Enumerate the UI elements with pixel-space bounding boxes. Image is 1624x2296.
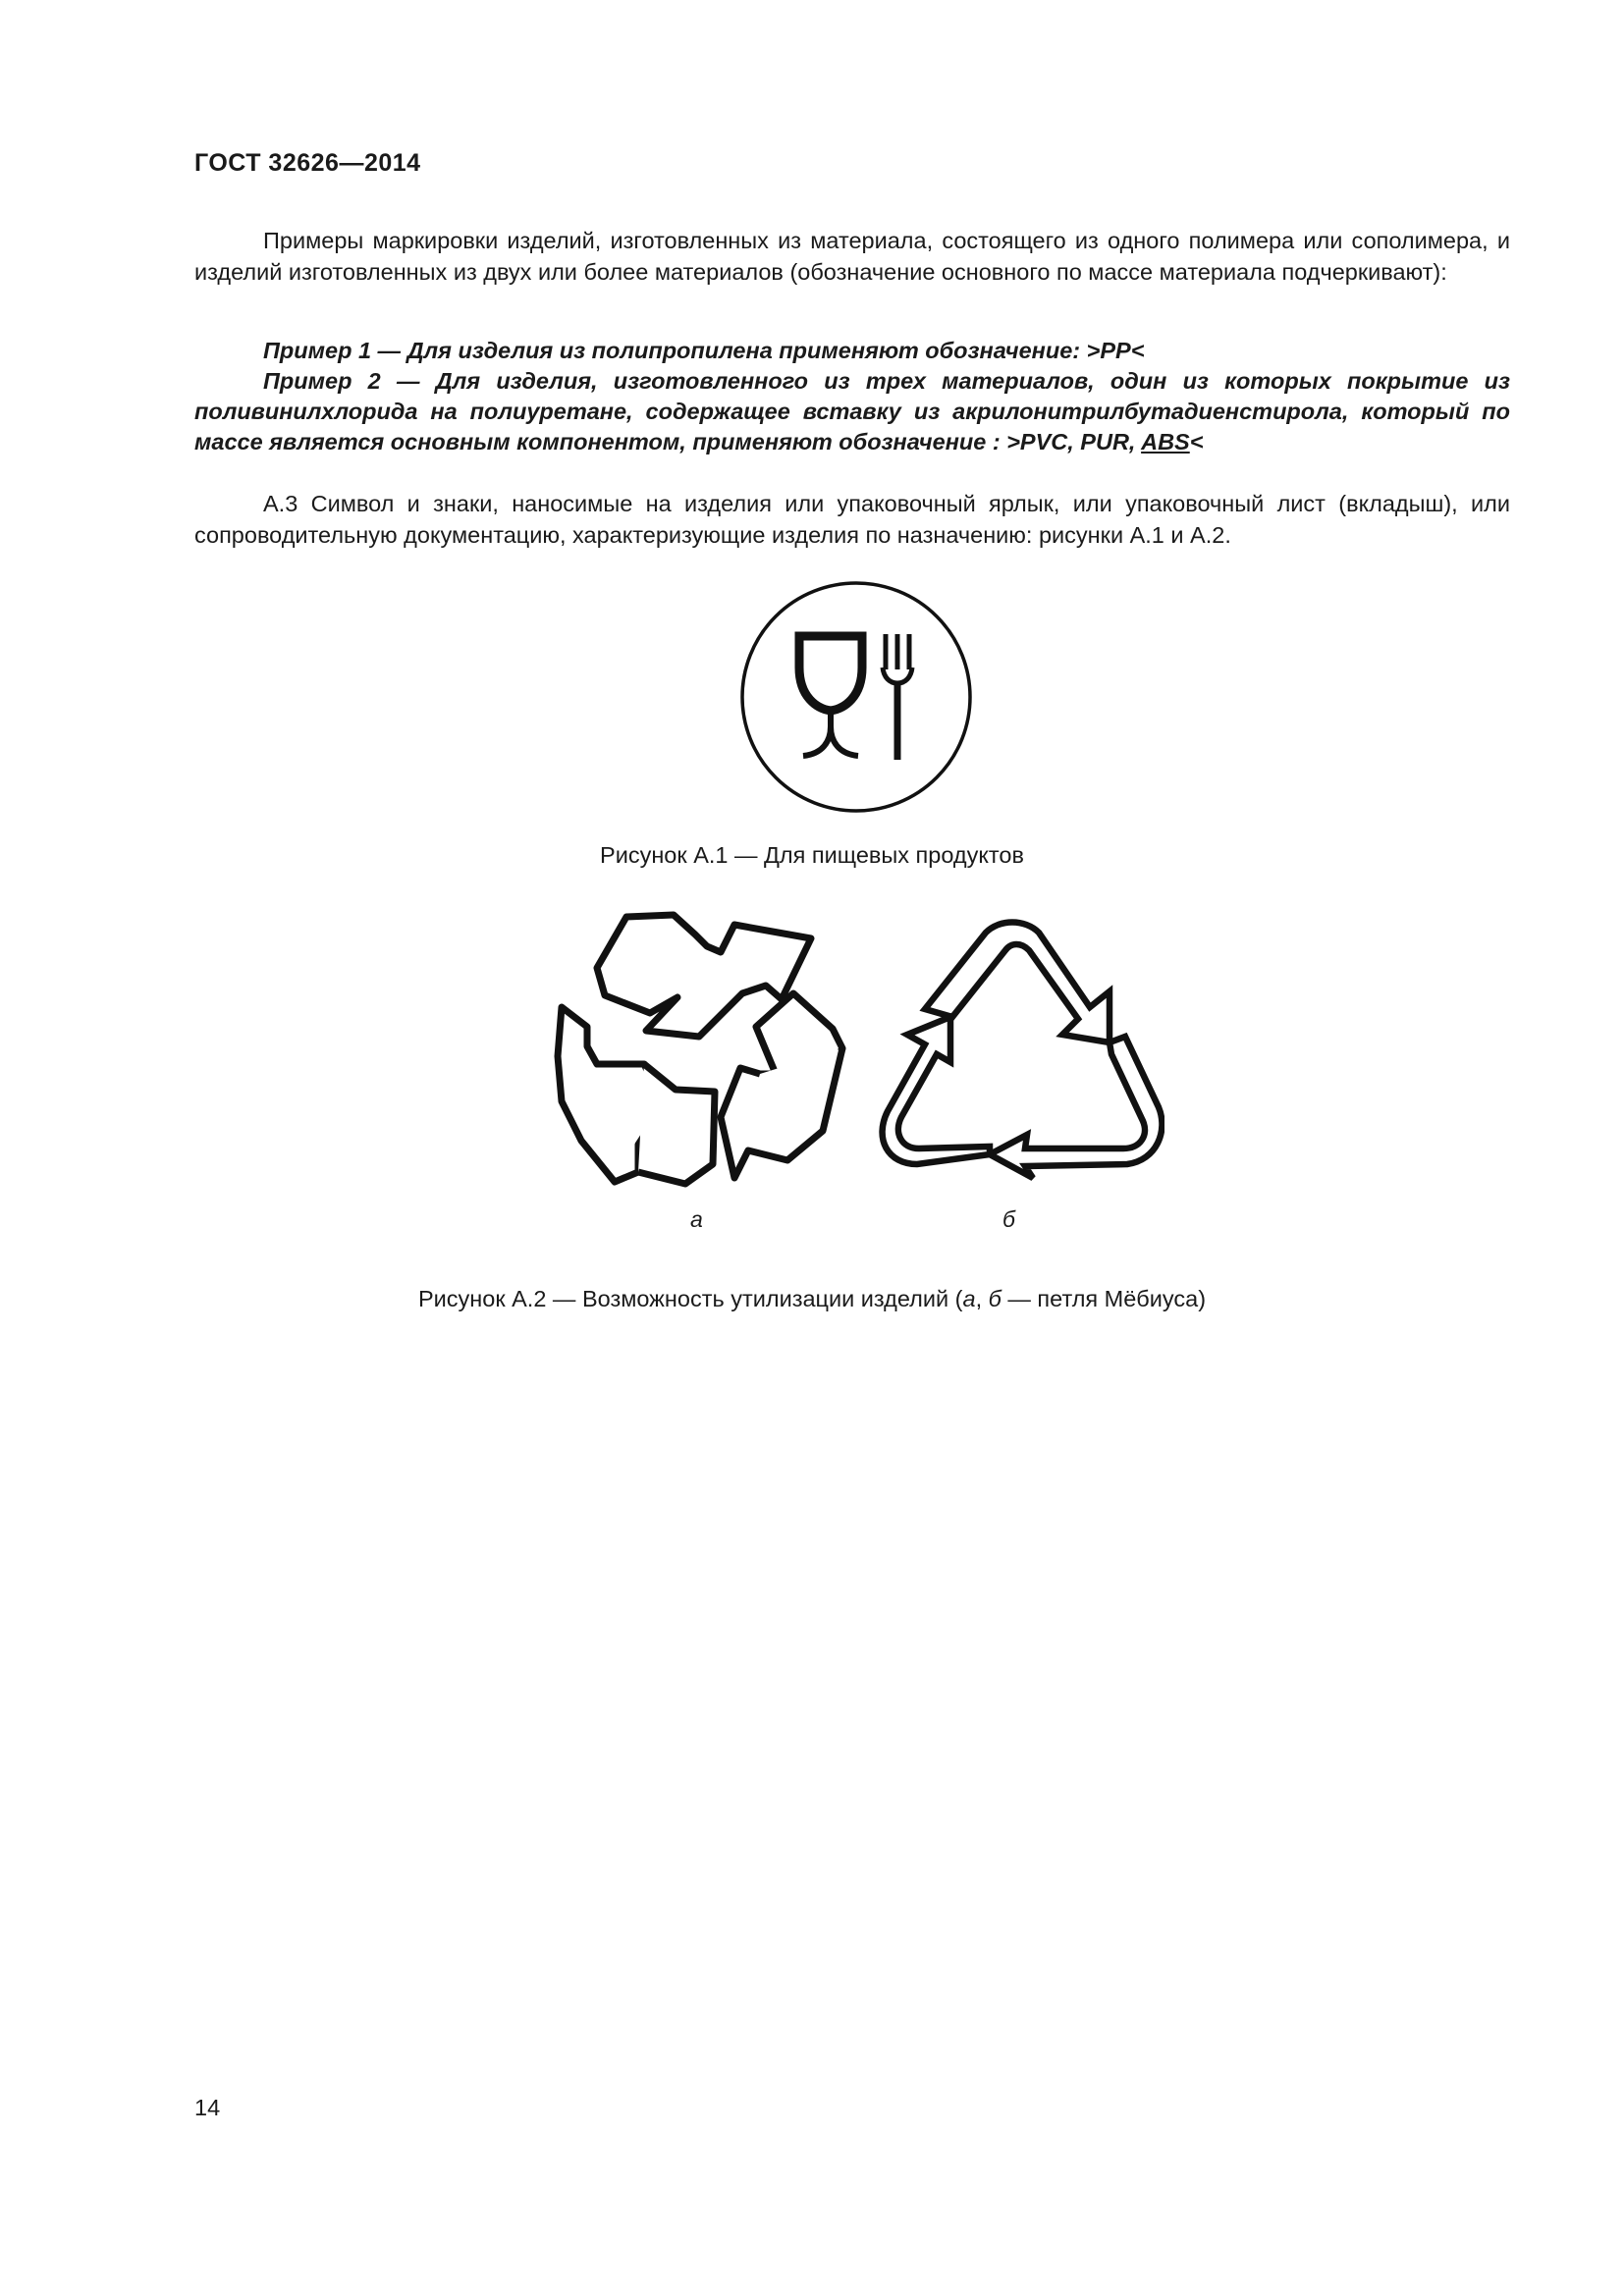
paragraph-marking-examples: Примеры маркировки изделий, изготовленных из материала, состоящего из одного полимера или сополимера, и изделий изготовленных из двух или более материалов (обозначение основного по массе материала подчеркивают): [194,228,1510,285]
paragraph-a3: А.3 Символ и знаки, наносимые на изделия или упаковочный ярлык, или упаковочный лист (вкладыш), или сопроводительную документацию, характеризующие изделия по назначению: рисунки А.1 и А.2. [194,491,1510,548]
page-number: 14 [194,2095,221,2120]
figure-2-caption [0,1286,1624,1312]
food-contact-glass-fork-icon [738,579,974,815]
figure-2-caption-sep: , [975,1286,989,1311]
examples-block [194,336,1510,457]
example-2 [194,366,1510,457]
figure-2-caption-start: Рисунок А.2 — Возможность утилизации изделий ( [417,1286,963,1311]
example-1: Пример 1 — Для изделия из полипропилена применяют обозначение: >PP< [263,338,1145,363]
figure-2a-label: а [690,1206,703,1232]
figure-2-caption-end: — петля Мёбиуса) [1001,1286,1207,1311]
example-2-end: < [1189,429,1204,454]
example-2-text: Пример 2 — Для изделия, изготовленного из трех материалов, один из которых покрытие из поливинилхлорида на полиуретане, содержащее вставку из акрилонитрилбутадиенстирола, который по массе является основным компонентом, применяют обозначение : >PVC, PUR, [194,368,1510,454]
figure-2b-label: б [1002,1206,1015,1232]
mobius-triangle-icon [868,915,1164,1188]
document-header: ГОСТ 32626—2014 [194,149,421,177]
recycling-three-arrows-icon [548,899,854,1192]
figure-2-caption-b: б [988,1286,1001,1311]
example-2-main-material: ABS [1141,429,1190,454]
figure-2-caption-a: а [962,1286,976,1311]
figure-1-caption: Рисунок А.1 — Для пищевых продуктов [600,842,1024,868]
